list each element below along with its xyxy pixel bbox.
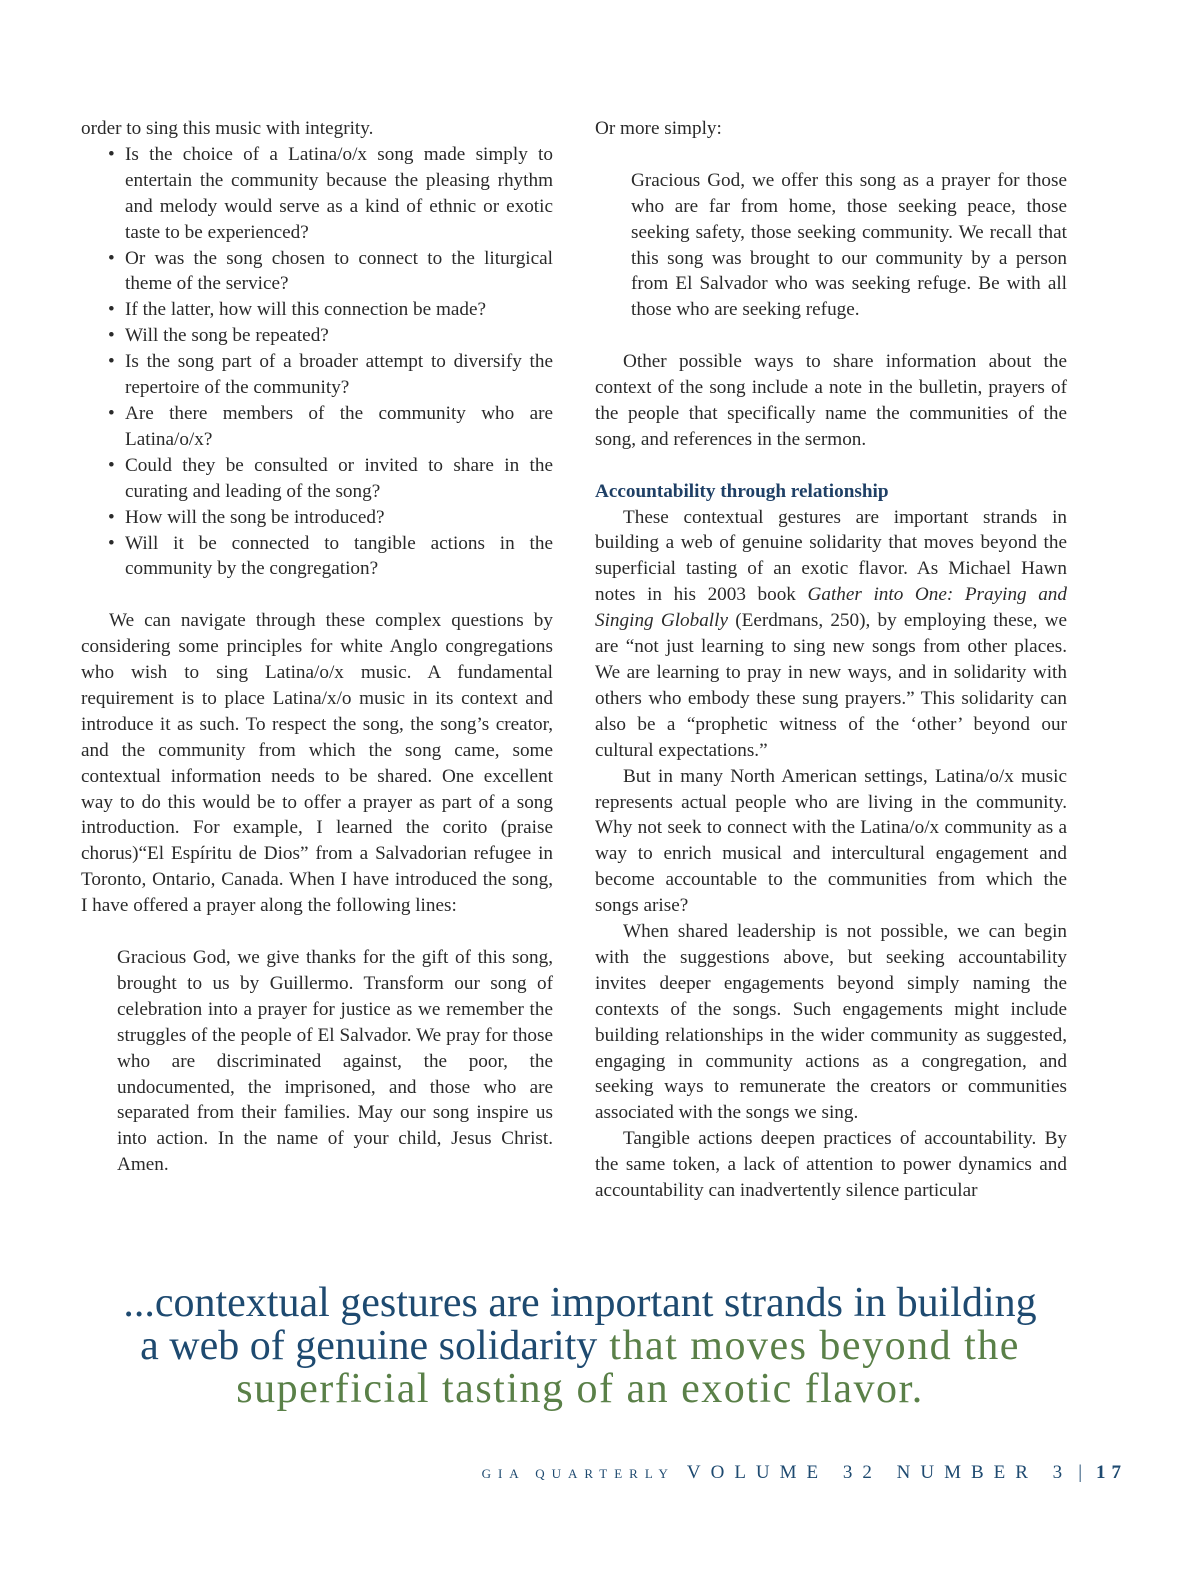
bullet-icon: • bbox=[108, 247, 115, 269]
pull-quote-line-2: a web of genuine solidarity that moves beyond the bbox=[140, 1323, 1020, 1369]
book-title: Gather into One: Praying and Singing Globally bbox=[595, 584, 1067, 632]
bullet-icon: • bbox=[108, 532, 115, 554]
question-list bbox=[81, 142, 553, 582]
principles-paragraph: We can navigate through these complex questions by considering some principles for white Anglo congregations who wish to sing Latina/o/x music. A fundamental requirement is to place Latina/x/o music in its context and introduce it as such. To respect the song, the song’s creator, and the community from which the song came, some contextual information needs to be shared. One excellent way to do this would be to offer a prayer as part of a song introduction. For example, I learned the corito (praise chorus)“El Espíritu de Dios” from a Salvadorian refugee in Toronto, Ontario, Canada. When I have introduced the song, I have offered a prayer along the following lines: bbox=[81, 610, 553, 917]
prayer-block-guillermo: Gracious God, we give thanks for the gift of this song, brought to us by Guillermo. Transform our song of celebration into a prayer for justice as we remember the struggles of the people of El Salvador. We pray for those who are discriminated against, the poor, the undocumented, the imprisoned, and those who are separated from their families. May our song inspire us into action. In the name of your child, Jesus Christ. Amen. bbox=[117, 946, 553, 1176]
bullet-icon: • bbox=[108, 325, 115, 347]
list-item: • Could they be consulted or invited to share in the curating and leading of the song? bbox=[108, 454, 553, 502]
left-opening-line: order to sing this music with integrity. bbox=[81, 118, 374, 139]
list-item: • Is the choice of a Latina/o/x song made simply to entertain the community because the pleasing rhythm and melody would serve as a kind of ethnic or exotic taste to be experienced? bbox=[108, 143, 553, 243]
pull-quote-line-1: ...contextual gestures are important strands in building bbox=[123, 1280, 1037, 1326]
left-column bbox=[81, 116, 553, 1178]
spacer bbox=[595, 142, 1067, 168]
spacer bbox=[595, 453, 1067, 479]
bullet-icon: • bbox=[108, 143, 115, 165]
north-american-paragraph: But in many North American settings, Latina/o/x music represents actual people who are living in the community. Why not seek to connect with the Latina/o/x community as a way to enrich musical and intercultural engagement and become accountable to the communities from which the songs arise? bbox=[595, 765, 1067, 917]
right-opening-line: Or more simply: bbox=[595, 118, 722, 139]
right-column bbox=[595, 116, 1067, 1204]
context-paragraph: Other possible ways to share information about the context of the song include a note in the bulletin, prayers of the people that specifically name the communities of the song, and references in the sermon. bbox=[595, 351, 1067, 450]
list-item: • Will it be connected to tangible actions in the community by the congregation? bbox=[108, 532, 553, 580]
spacer bbox=[81, 919, 553, 945]
bullet-icon: • bbox=[108, 351, 115, 373]
section-heading: Accountability through relationship bbox=[595, 480, 889, 502]
page-number: 17 bbox=[1096, 1462, 1127, 1483]
pull-quote-line-3: superficial tasting of an exotic flavor. bbox=[236, 1366, 924, 1412]
spacer bbox=[595, 323, 1067, 349]
pull-quote bbox=[60, 1282, 1100, 1411]
bullet-icon: • bbox=[108, 299, 115, 321]
list-item: • Or was the song chosen to connect to the liturgical theme of the service? bbox=[108, 247, 553, 295]
issue-info: VOLUME 32 NUMBER 3 bbox=[686, 1462, 1073, 1483]
list-item: • Will the song be repeated? bbox=[81, 323, 553, 349]
page-footer bbox=[300, 1462, 1127, 1484]
bullet-icon: • bbox=[108, 506, 115, 528]
spacer bbox=[81, 582, 553, 608]
list-item: • How will the song be introduced? bbox=[81, 505, 553, 531]
list-item: • If the latter, how will this connection be made? bbox=[81, 297, 553, 323]
prayer-block-simple: Gracious God, we offer this song as a prayer for those who are far from home, those seeking peace, those seeking safety, those seeking community. We recall that this song was brought to our community by a person from El Salvador who was seeking refuge. Be with all those who are seeking refuge. bbox=[631, 169, 1067, 321]
footer-separator: | bbox=[1078, 1462, 1082, 1483]
list-item: • Are there members of the community who are Latina/o/x? bbox=[108, 402, 553, 450]
hawn-paragraph: These contextual gestures are important strands in building a web of genuine solidarity that moves beyond the superficial tasting of an exotic flavor. As Michael Hawn notes in his 2003 book Gather into One: Praying and Singing Globally (Eerdmans, 250), by employing these, we are “not just learning to sing new songs from other places. We are learning to pray in new ways, and in solidarity with others who embody these sung prayers.” This solidarity can also be a “prophetic witness of the ‘other’ beyond our cultural expectations.” bbox=[595, 506, 1068, 761]
list-item: • Is the song part of a broader attempt to diversify the repertoire of the community? bbox=[108, 351, 553, 399]
bullet-icon: • bbox=[108, 402, 115, 424]
shared-leadership-paragraph: When shared leadership is not possible, we can begin with the suggestions above, but seeking accountability invites deeper engagements beyond simply naming the contexts of the songs. Such engagements might include building relationships in the wider community as suggested, engaging in community actions as a congregation, and seeking ways to remunerate the creators or communities associated with the songs we sing. bbox=[595, 921, 1067, 1124]
bullet-icon: • bbox=[108, 454, 115, 476]
magazine-name: GIA QUARTERLY bbox=[481, 1466, 675, 1481]
tangible-actions-paragraph: Tangible actions deepen practices of accountability. By the same token, a lack of attention to power dynamics and accountability can inadvertently silence particular bbox=[595, 1128, 1067, 1202]
